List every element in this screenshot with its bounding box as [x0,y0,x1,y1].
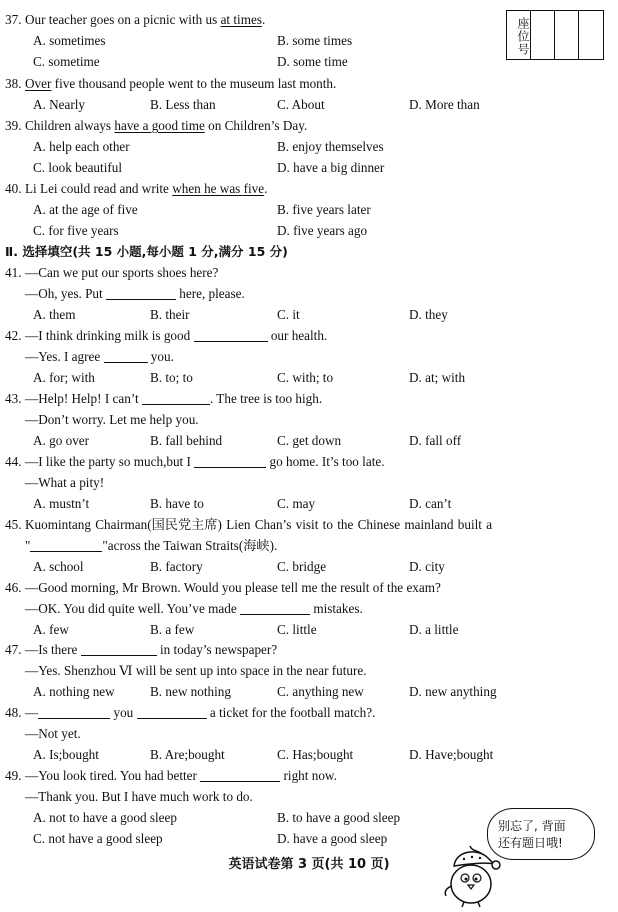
question-stem: Li Lei could read and write when he was five. [25,181,268,196]
reminder-line: 还有题日哦! [498,836,563,850]
option-d: D. a little [409,622,459,637]
question-number: 40. [5,181,22,196]
option-b: B. Are;bought [150,747,225,762]
option-b: B. to have a good sleep [277,810,401,825]
question-number: 46. [5,580,22,595]
option-b: B. enjoy themselves [277,139,384,154]
answer-blank [194,454,266,468]
option-a: A. mustn’t [33,496,90,511]
question-number: 38. [5,76,22,91]
option-c: C. for five years [33,223,119,238]
question-number: 42. [5,328,22,343]
page-footer: 英语试卷第 3 页(共 10 页) [228,857,390,872]
dialogue-line: —I like the party so much,but I go home. It’s too late. [25,454,385,469]
question-number: 41. [5,265,22,280]
answer-blank [142,391,210,405]
underlined-phrase: at times [220,12,262,27]
option-b: B. factory [150,559,203,574]
answer-blank [200,768,280,782]
answer-blank [194,328,268,342]
option-d: D. have a good sleep [277,831,388,846]
answer-blank [38,705,110,719]
option-a: A. sometimes [33,33,106,48]
option-b: B. fall behind [150,433,223,448]
option-c: C. get down [277,433,342,448]
option-d: D. Have;bought [409,747,494,762]
dialogue-line: — you a ticket for the football match?. [25,705,376,720]
option-c: C. not have a good sleep [33,831,163,846]
option-d: D. fall off [409,433,462,448]
option-a: A. for; with [33,370,95,385]
option-c: C. Has;bought [277,747,354,762]
seat-cell [555,11,579,59]
option-a: A. them [33,307,76,322]
answer-blank [137,705,207,719]
option-c: C. anything new [277,684,364,699]
dialogue-line: —Good morning, Mr Brown. Would you please tell me the result of the exam? [25,580,441,595]
underlined-phrase: Over [25,76,52,91]
dialogue-line: —Is there in today’s newspaper? [25,642,278,657]
option-b: B. to; to [150,370,193,385]
option-c: C. About [277,97,325,112]
question-number: 49. [5,768,22,783]
dialogue-line: —I think drinking milk is good our health. [25,328,328,343]
option-d: D. More than [409,97,480,112]
option-a: A. nothing new [33,684,115,699]
seat-number-box [506,10,604,60]
question-number: 47. [5,642,22,657]
option-c: C. may [277,496,316,511]
option-b: B. Less than [150,97,216,112]
option-c: C. bridge [277,559,327,574]
option-a: A. Is;bought [33,747,99,762]
underlined-phrase: when he was five [172,181,265,196]
reminder-line: 别忘了, 背面 [498,819,566,833]
option-a: A. Nearly [33,97,85,112]
option-c: C. it [277,307,300,322]
option-b: B. their [150,307,190,322]
question-stem: Children always have a good time on Children’s Day. [25,118,308,133]
option-b: B. new nothing [150,684,231,699]
answer-blank [240,601,310,615]
option-a: A. school [33,559,84,574]
seat-number-label: 座位号 [507,11,531,59]
question-number: 48. [5,705,22,720]
option-a: A. not to have a good sleep [33,810,177,825]
option-d: D. city [409,559,445,574]
answer-blank [104,349,148,363]
answer-blank [106,286,176,300]
option-a: A. at the age of five [33,202,138,217]
option-c: C. little [277,622,317,637]
underlined-phrase: have a good time [114,118,205,133]
option-b: B. have to [150,496,204,511]
dialogue-line: —Help! Help! I can’t . The tree is too high. [25,391,323,406]
answer-blank [30,538,102,552]
option-d: D. five years ago [277,223,368,238]
cartoon-bird-icon [436,842,506,908]
option-b: B. a few [150,622,195,637]
question-number: 44. [5,454,22,469]
option-d: D. new anything [409,684,497,699]
question-number: 43. [5,391,22,406]
dialogue-line: —Can we put our sports shoes here? [25,265,219,280]
option-c: C. look beautiful [33,160,123,175]
option-d: D. at; with [409,370,466,385]
option-d: D. have a big dinner [277,160,385,175]
option-a: A. few [33,622,69,637]
dialogue-line: —You look tired. You had better right now. [25,768,337,783]
option-c: C. with; to [277,370,334,385]
option-a: A. help each other [33,139,130,154]
question-stem: Kuomintang Chairman(国民党主席) Lien Chan’s visit to the Chinese mainland built a [25,517,493,532]
option-c: C. sometime [33,54,100,69]
question-stem: Our teacher goes on a picnic with us at times. [25,12,266,27]
seat-cell [531,11,555,59]
option-a: A. go over [33,433,90,448]
question-number: 39. [5,118,22,133]
option-b: B. some times [277,33,353,48]
question-number: 37. [5,12,22,27]
option-d: D. some time [277,54,348,69]
option-b: B. five years later [277,202,371,217]
question-number: 45. [5,517,22,532]
answer-blank [81,642,157,656]
section-title: Ⅱ. 选择填空(共 15 小题,每小题 1 分,满分 15 分) [5,244,288,259]
question-stem: Over five thousand people went to the museum last month. [25,76,337,91]
option-d: D. can’t [409,496,452,511]
option-d: D. they [409,307,448,322]
